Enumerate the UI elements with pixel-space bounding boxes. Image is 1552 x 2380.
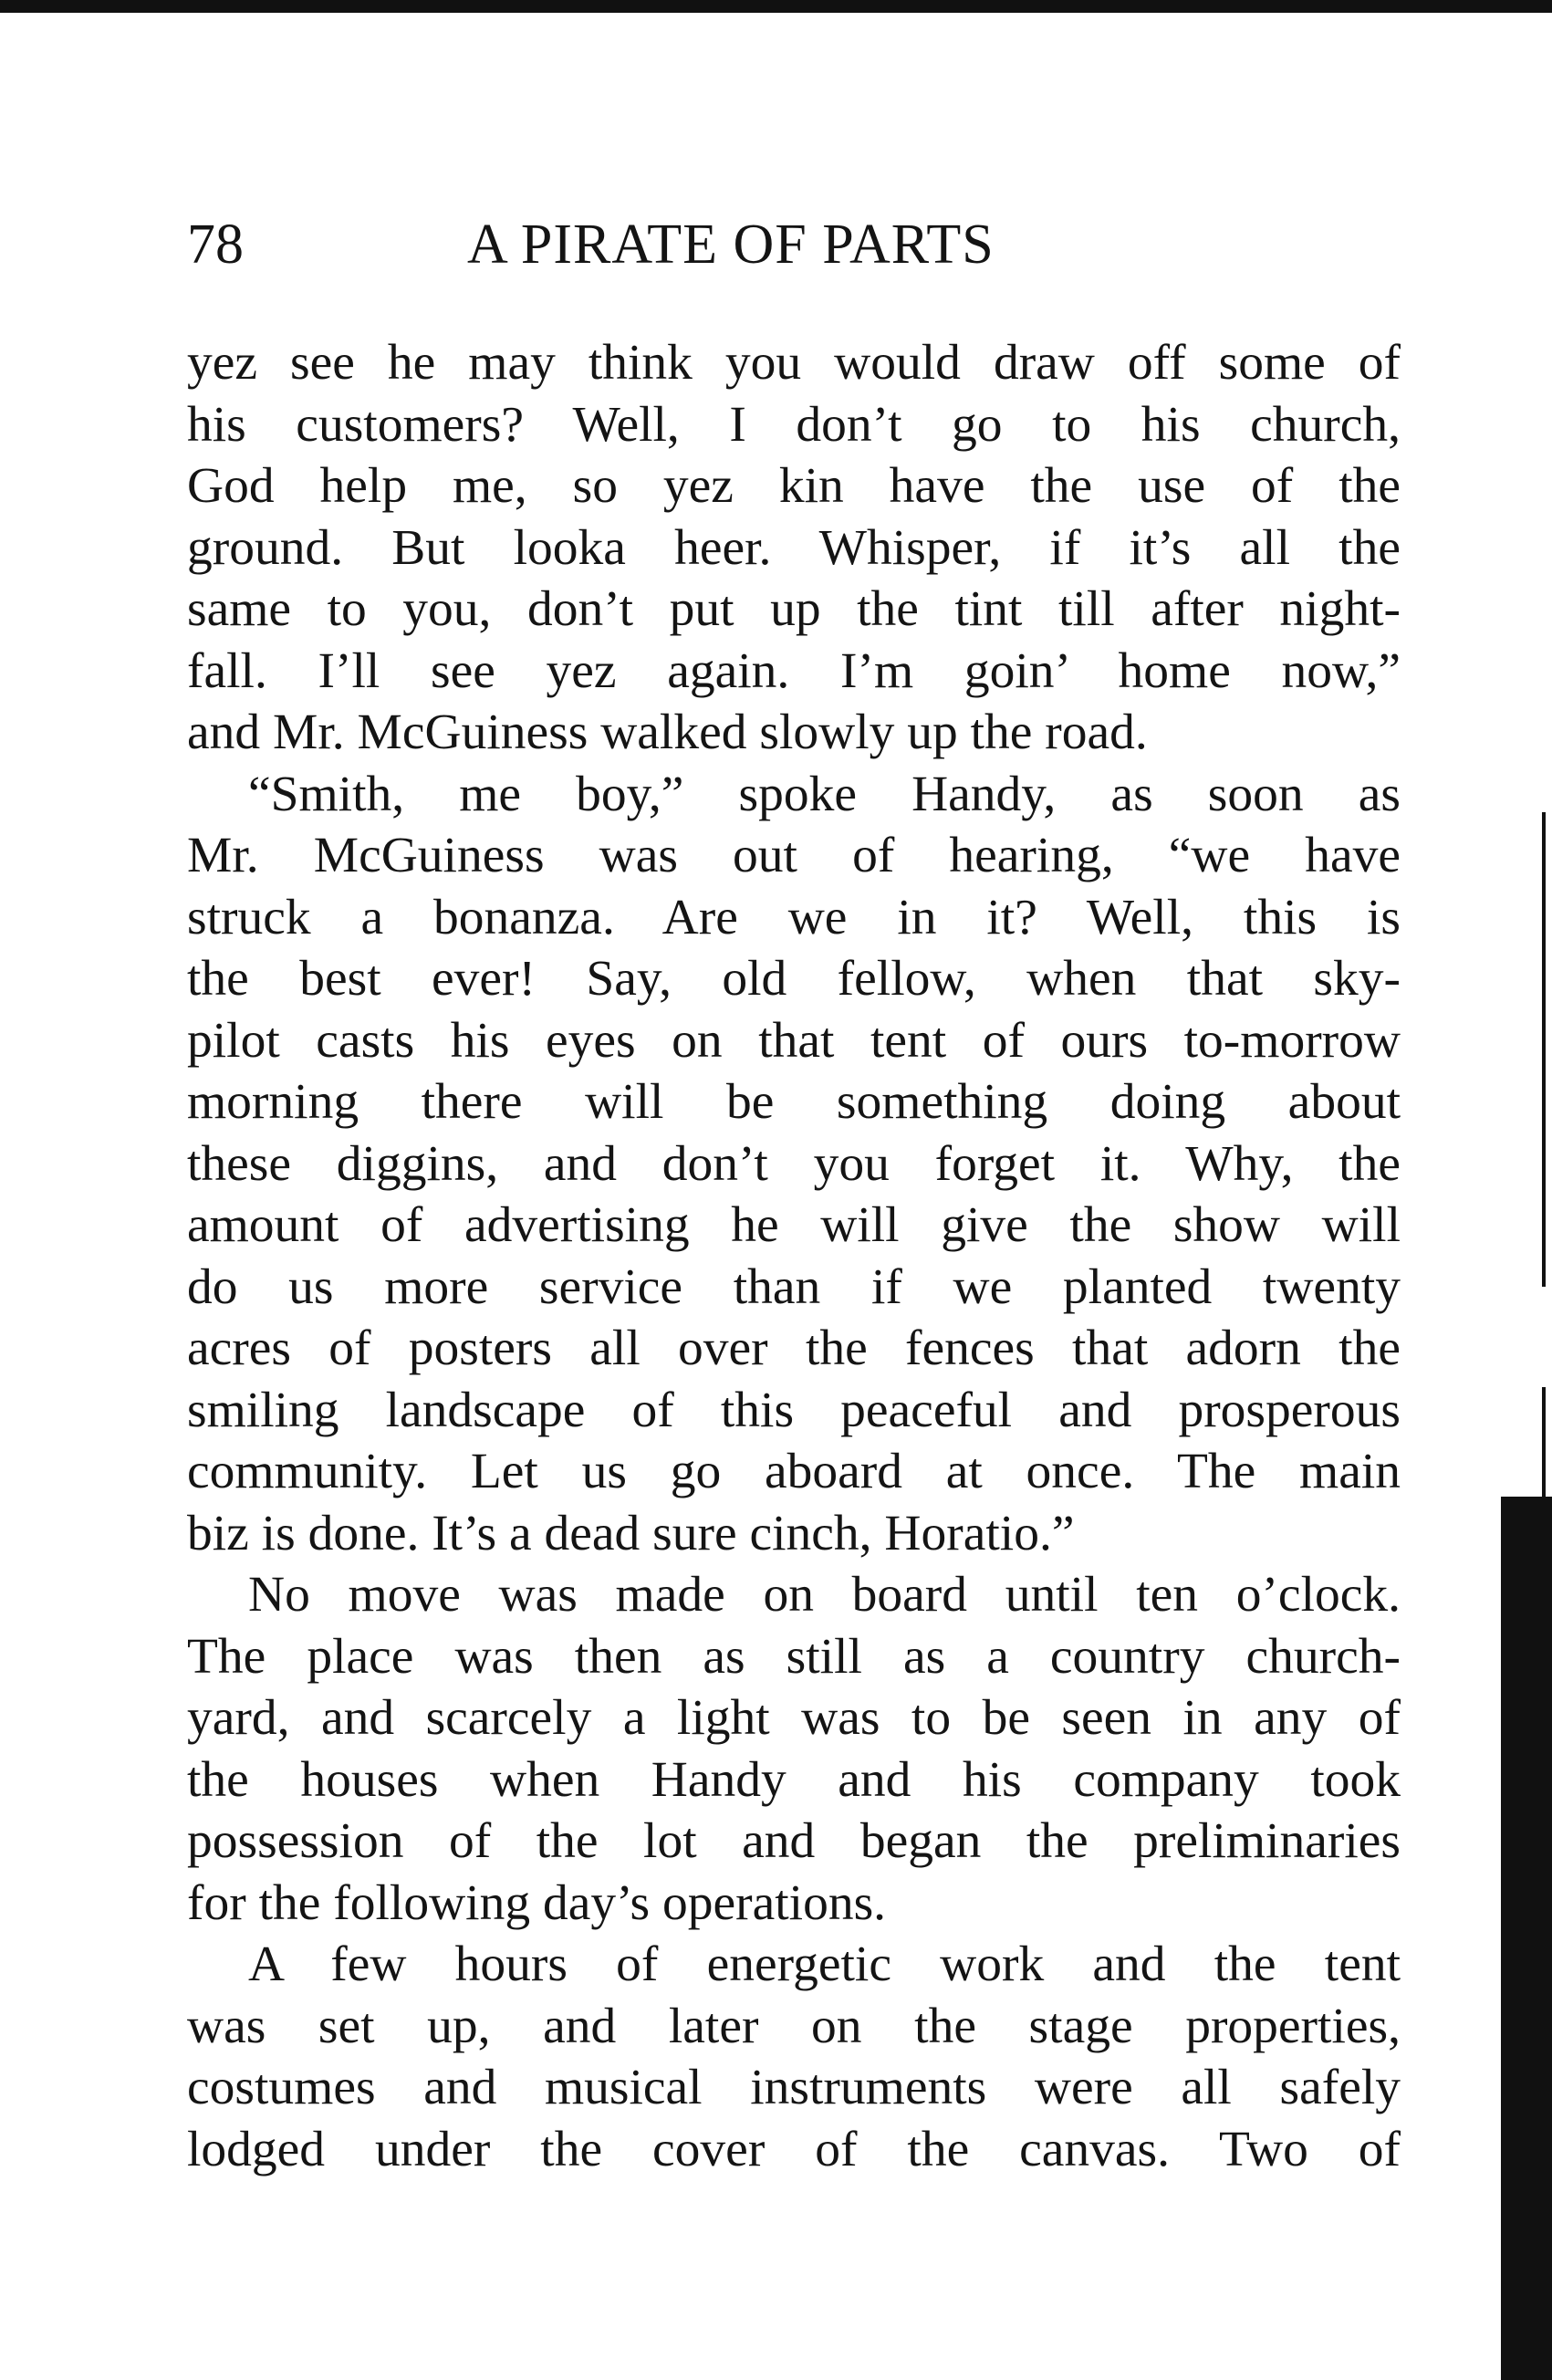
text-line: The place was then as still as a country church- [187,1628,1401,1685]
body-text [187,332,1401,2180]
text-line: community. Let us go aboard at once. The main [187,1444,1401,1499]
running-title: A PIRATE OF PARTS [467,214,995,276]
page-header [187,208,1410,281]
text-line: fall. I’ll see yez again. I’m goin’ home now,” [187,642,1401,699]
text-line: “Smith, me boy,” spoke Handy, as soon as [248,766,1401,822]
text-line: do us more service than if we planted twenty [187,1258,1401,1315]
text-line: for the following day’s operations. [187,1874,887,1931]
text-line: and Mr. McGuiness walked slowly up the road. [187,705,1148,760]
text-line: costumes and musical instruments were all safely [187,2060,1401,2115]
text-line: No move was made on board until ten o’clock. [248,1567,1401,1623]
text-line: Mr. McGuiness was out of hearing, “we have [187,828,1401,883]
text-line: acres of posters all over the fences that adorn the [187,1320,1401,1376]
text-line: same to you, don’t put up the tint till after night- [187,581,1401,637]
text-line: the best ever! Say, old fellow, when that sky- [187,951,1401,1007]
page-number: 78 [187,214,244,276]
text-line: smiling landscape of this peaceful and prosperous [187,1382,1401,1438]
text-line: lodged under the cover of the canvas. Two of [187,2121,1401,2177]
text-line: the houses when Handy and his company took [187,1751,1401,1808]
text-line: struck a bonanza. Are we in it? Well, this is [187,889,1401,945]
text-line: possession of the lot and began the preliminaries [187,1813,1401,1869]
top-edge-rule [0,0,1552,13]
page-edge-shadow [1542,812,1546,1287]
text-line: God help me, so yez kin have the use of the [187,458,1401,514]
text-line: amount of advertising he will give the show will [187,1197,1401,1253]
text-line: yard, and scarcely a light was to be seen in any of [187,1690,1401,1746]
text-line: these diggins, and don’t you forget it. Why, the [187,1135,1401,1192]
text-line: was set up, and later on the stage properties, [187,1998,1401,2054]
text-line: ground. But looka heer. Whisper, if it’s all the [187,519,1401,576]
text-line: biz is done. It’s a dead sure cinch, Horatio.” [187,1505,1075,1561]
text-line: yez see he may think you would draw off some of [187,335,1401,391]
text-line: his customers? Well, I don’t go to his church, [187,396,1401,453]
page-edge-shadow [1501,1497,1552,2380]
text-line: pilot casts his eyes on that tent of ours to-morrow [187,1012,1401,1069]
text-line: morning there will be something doing about [187,1074,1401,1130]
text-line: A few hours of energetic work and the tent [248,1936,1401,1992]
